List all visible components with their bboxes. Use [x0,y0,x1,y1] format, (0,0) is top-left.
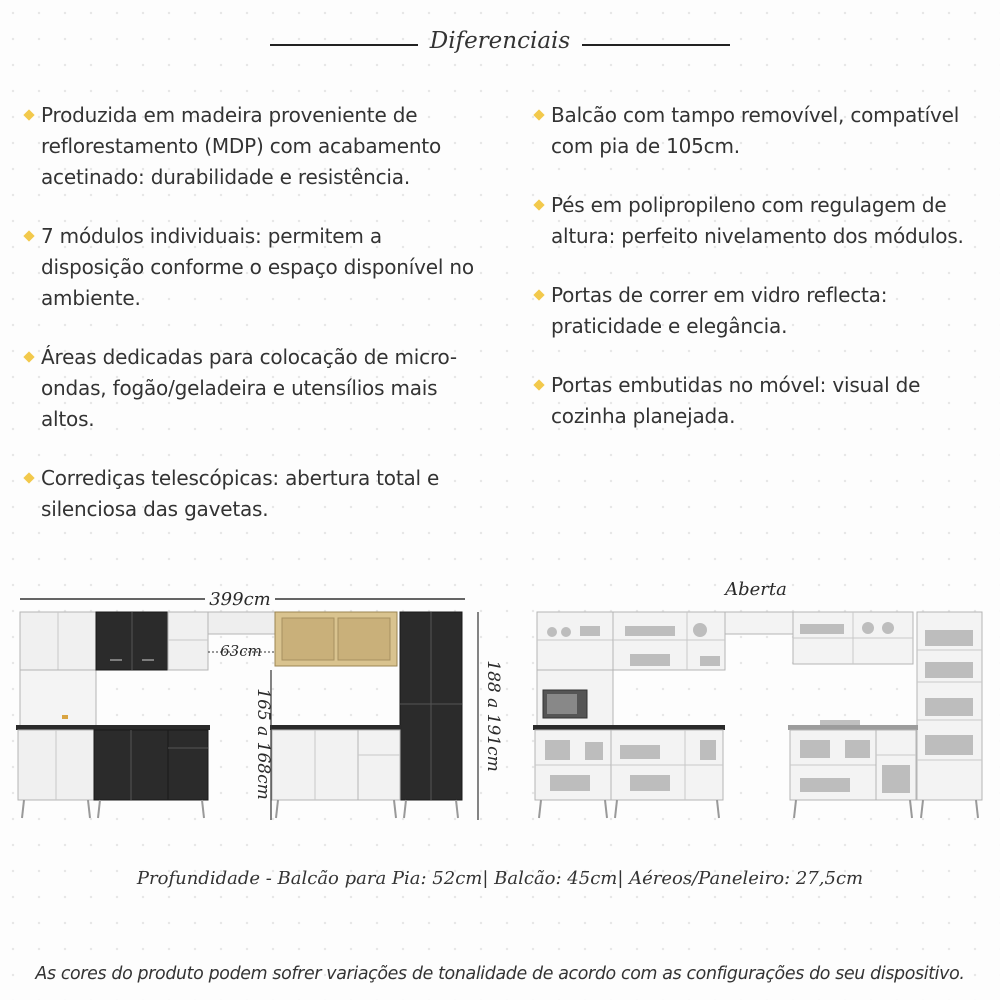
closed-kitchen-illustration [16,589,503,820]
features-left-column [22,100,482,553]
heading-rule-left [270,44,418,46]
heading-rule-right [582,44,730,46]
feature-item [22,342,482,435]
feature-text: Pés em polipropileno com regulagem de altura: perfeito nivelamento dos módulos. [551,193,964,248]
diamond-bullet-icon [23,472,34,483]
diamond-bullet-icon [533,109,544,120]
counter-height-label: 165 a 168cm [253,688,273,800]
heading-title: Diferenciais [429,28,571,54]
feature-text: 7 módulos individuais: permitem a disposição conforme o espaço disponível no ambiente. [41,224,474,310]
diamond-bullet-icon [23,351,34,362]
diamond-bullet-icon [23,109,34,120]
feature-item [22,221,482,314]
width-dimension-label: 399cm [209,589,271,610]
feature-text: Produzida em madeira proveniente de reflorestamento (MDP) com acabamento acetinado: durabilidade e resistência. [41,103,441,189]
diamond-bullet-icon [533,379,544,390]
feature-item [532,370,982,432]
feature-text: Balcão com tampo removível, compatível com pia de 105cm. [551,103,960,158]
section-heading [0,24,1000,64]
diamond-bullet-icon [23,230,34,241]
feature-text: Portas de correr em vidro reflecta: praticidade e elegância. [551,283,888,338]
feature-text: Portas embutidas no móvel: visual de cozinha planejada. [551,373,921,428]
kitchen-diagrams [0,570,1000,840]
feature-item [532,100,982,162]
feature-text: Áreas dedicadas para colocação de micro-ondas, fogão/geladeira e utensílios mais altos. [41,345,457,431]
diamond-bullet-icon [533,199,544,210]
diamond-bullet-icon [533,289,544,300]
feature-item [532,190,982,252]
total-height-label: 188 a 191cm [483,660,503,772]
feature-text: Corrediças telescópicas: abertura total e silenciosa das gavetas. [41,466,440,521]
feature-item [22,100,482,193]
gap-dimension-label: 63cm [220,642,262,660]
feature-item [22,463,482,525]
feature-item [532,280,982,342]
depth-note: Profundidade - Balcão para Pia: 52cm| Balcão: 45cm| Aéreos/Paneleiro: 27,5cm [136,868,864,889]
open-kitchen-illustration [533,579,982,818]
features-right-column [532,100,982,460]
open-view-label: Aberta [725,579,787,600]
color-disclaimer: As cores do produto podem sofrer variações de tonalidade de acordo com as configurações do seu dispositivo. [35,964,965,984]
